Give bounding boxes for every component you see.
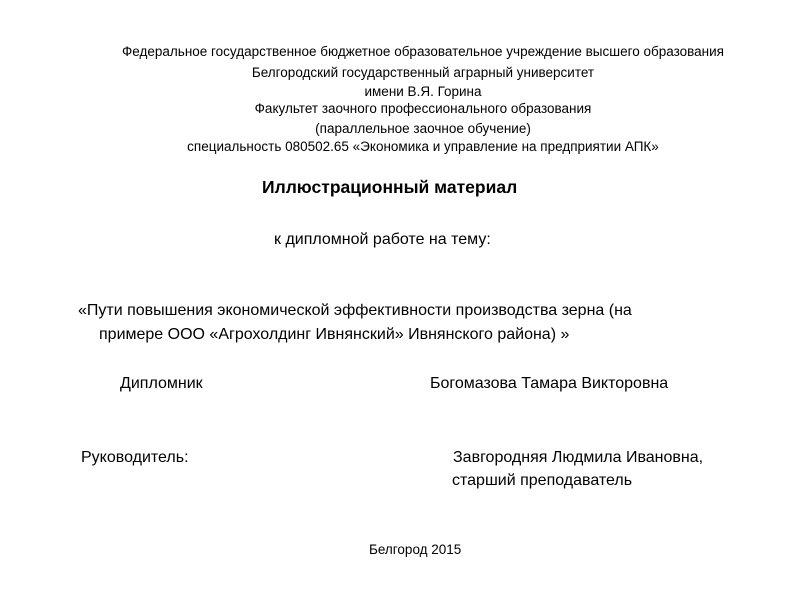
student-label: Дипломник	[120, 375, 203, 392]
thesis-topic-line-1: «Пути повышения экономической эффективности производства зерна (на	[78, 302, 632, 319]
page-title: Иллюстрационный материал	[262, 177, 518, 197]
page-subtitle: к дипломной работе на тему:	[274, 231, 491, 248]
student-name: Богомазова Тамара Викторовна	[430, 375, 669, 392]
header-specialty: специальность 080502.65 «Экономика и управление на предприятии АПК»	[187, 139, 659, 154]
supervisor-name: Завгородняя Людмила Ивановна,	[453, 449, 704, 466]
header-faculty: Факультет заочного профессионального образования	[254, 101, 592, 116]
header-institution: Федеральное государственное бюджетное образовательное учреждение высшего образования	[122, 44, 724, 59]
thesis-topic-line-2: примере ООО «Агрохолдинг Ивнянский» Ивнянского района) »	[99, 326, 570, 343]
header-named-after: имени В.Я. Горина	[364, 84, 482, 99]
supervisor-label: Руководитель:	[81, 449, 189, 466]
header-university: Белгородский государственный аграрный университет	[251, 65, 595, 80]
supervisor-position: старший преподаватель	[452, 472, 633, 489]
city-year: Белгород 2015	[369, 542, 462, 557]
header-study-form: (параллельное заочное обучение)	[315, 121, 531, 136]
